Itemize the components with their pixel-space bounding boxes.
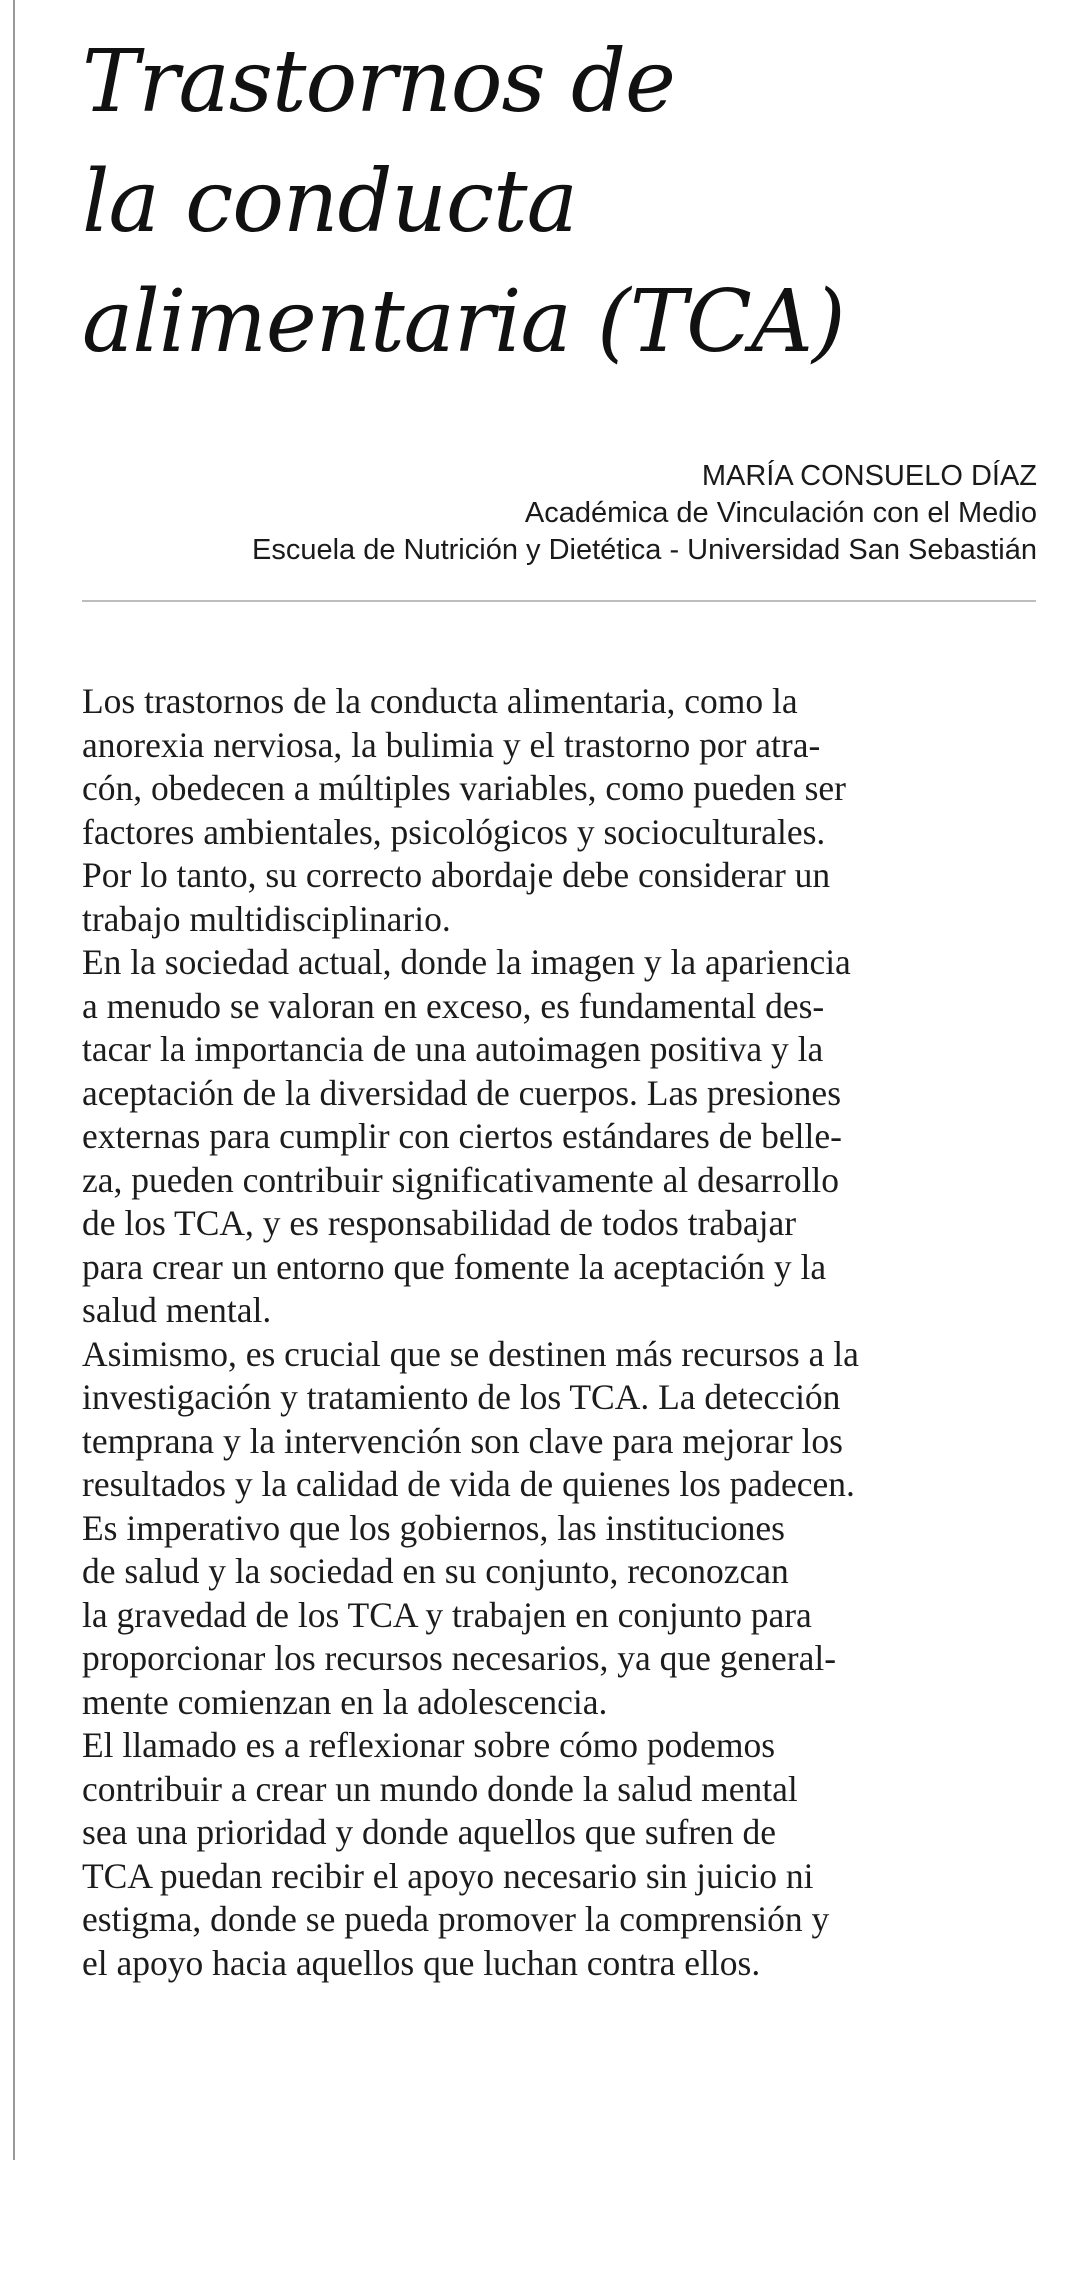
body-line: Es imperativo que los gobiernos, las instituciones — [82, 1507, 785, 1548]
body-line: cón, obedecen a múltiples variables, como pueden ser — [82, 768, 846, 808]
body-line: sea una prioridad y donde aquellos que sufren de — [82, 1812, 777, 1852]
article-title — [82, 22, 1042, 382]
body-line: investigación y tratamiento de los TCA. La detección — [82, 1377, 841, 1417]
title-line: alimentaria (TCA) — [82, 272, 845, 372]
body-line: Asimismo, es crucial que se destinen más recursos a la — [82, 1333, 859, 1374]
body-line: salud mental. — [82, 1290, 272, 1330]
body-line: el apoyo hacia aquellos que luchan contra ellos. — [82, 1942, 761, 1983]
body-line: resultados y la calidad de vida de quienes los padecen. — [82, 1464, 855, 1504]
body-line: TCA puedan recibir el apoyo necesario sin juicio ni — [82, 1855, 814, 1896]
body-line: El llamado es a reflexionar sobre cómo podemos — [82, 1725, 776, 1765]
body-line: a menudo se valoran en exceso, es fundamental des- — [82, 985, 825, 1026]
body-line: aceptación de la diversidad de cuerpos. Las presiones — [82, 1072, 842, 1113]
body-line: Por lo tanto, su correcto abordaje debe considerar un — [82, 855, 831, 895]
byline — [57, 458, 1037, 569]
body-line: trabajo multidisciplinario. — [82, 898, 451, 939]
title-line: la conducta — [82, 152, 577, 252]
body-line: de salud y la sociedad en su conjunto, reconozcan — [82, 1551, 789, 1591]
body-line: factores ambientales, psicológicos y socioculturales. — [82, 811, 826, 852]
body-line: de los TCA, y es responsabilidad de todos trabajar — [82, 1203, 797, 1243]
body-line: la gravedad de los TCA y trabajen en conjunto para — [82, 1594, 812, 1635]
byline-divider — [82, 600, 1036, 602]
body-line: za, pueden contribuir significativamente al desarrollo — [82, 1159, 840, 1200]
article-body — [82, 680, 1042, 1985]
author-name: MARÍA CONSUELO DÍAZ — [701, 460, 1037, 492]
body-line: contribuir a crear un mundo donde la salud mental — [82, 1768, 798, 1809]
author-affiliation: Escuela de Nutrición y Dietética - Universidad San Sebastián — [251, 534, 1037, 566]
body-line: para crear un entorno que fomente la aceptación y la — [82, 1246, 827, 1287]
body-line: Los trastornos de la conducta alimentaria, como la — [82, 681, 798, 721]
body-line: temprana y la intervención son clave para mejorar los — [82, 1420, 843, 1461]
body-line: anorexia nerviosa, la bulimia y el trastorno por atra- — [82, 724, 821, 765]
body-line: tacar la importancia de una autoimagen positiva y la — [82, 1029, 824, 1069]
column-rule — [13, 0, 15, 2160]
body-line: proporcionar los recursos necesarios, ya que general- — [82, 1638, 837, 1678]
body-line: mente comienzan en la adolescencia. — [82, 1681, 608, 1722]
title-line: Trastornos de — [82, 32, 675, 132]
author-role: Académica de Vinculación con el Medio — [524, 497, 1037, 529]
body-line: estigma, donde se pueda promover la comprensión y — [82, 1899, 830, 1939]
body-line: externas para cumplir con ciertos estándares de belle- — [82, 1116, 842, 1156]
body-line: En la sociedad actual, donde la imagen y la apariencia — [82, 942, 851, 982]
